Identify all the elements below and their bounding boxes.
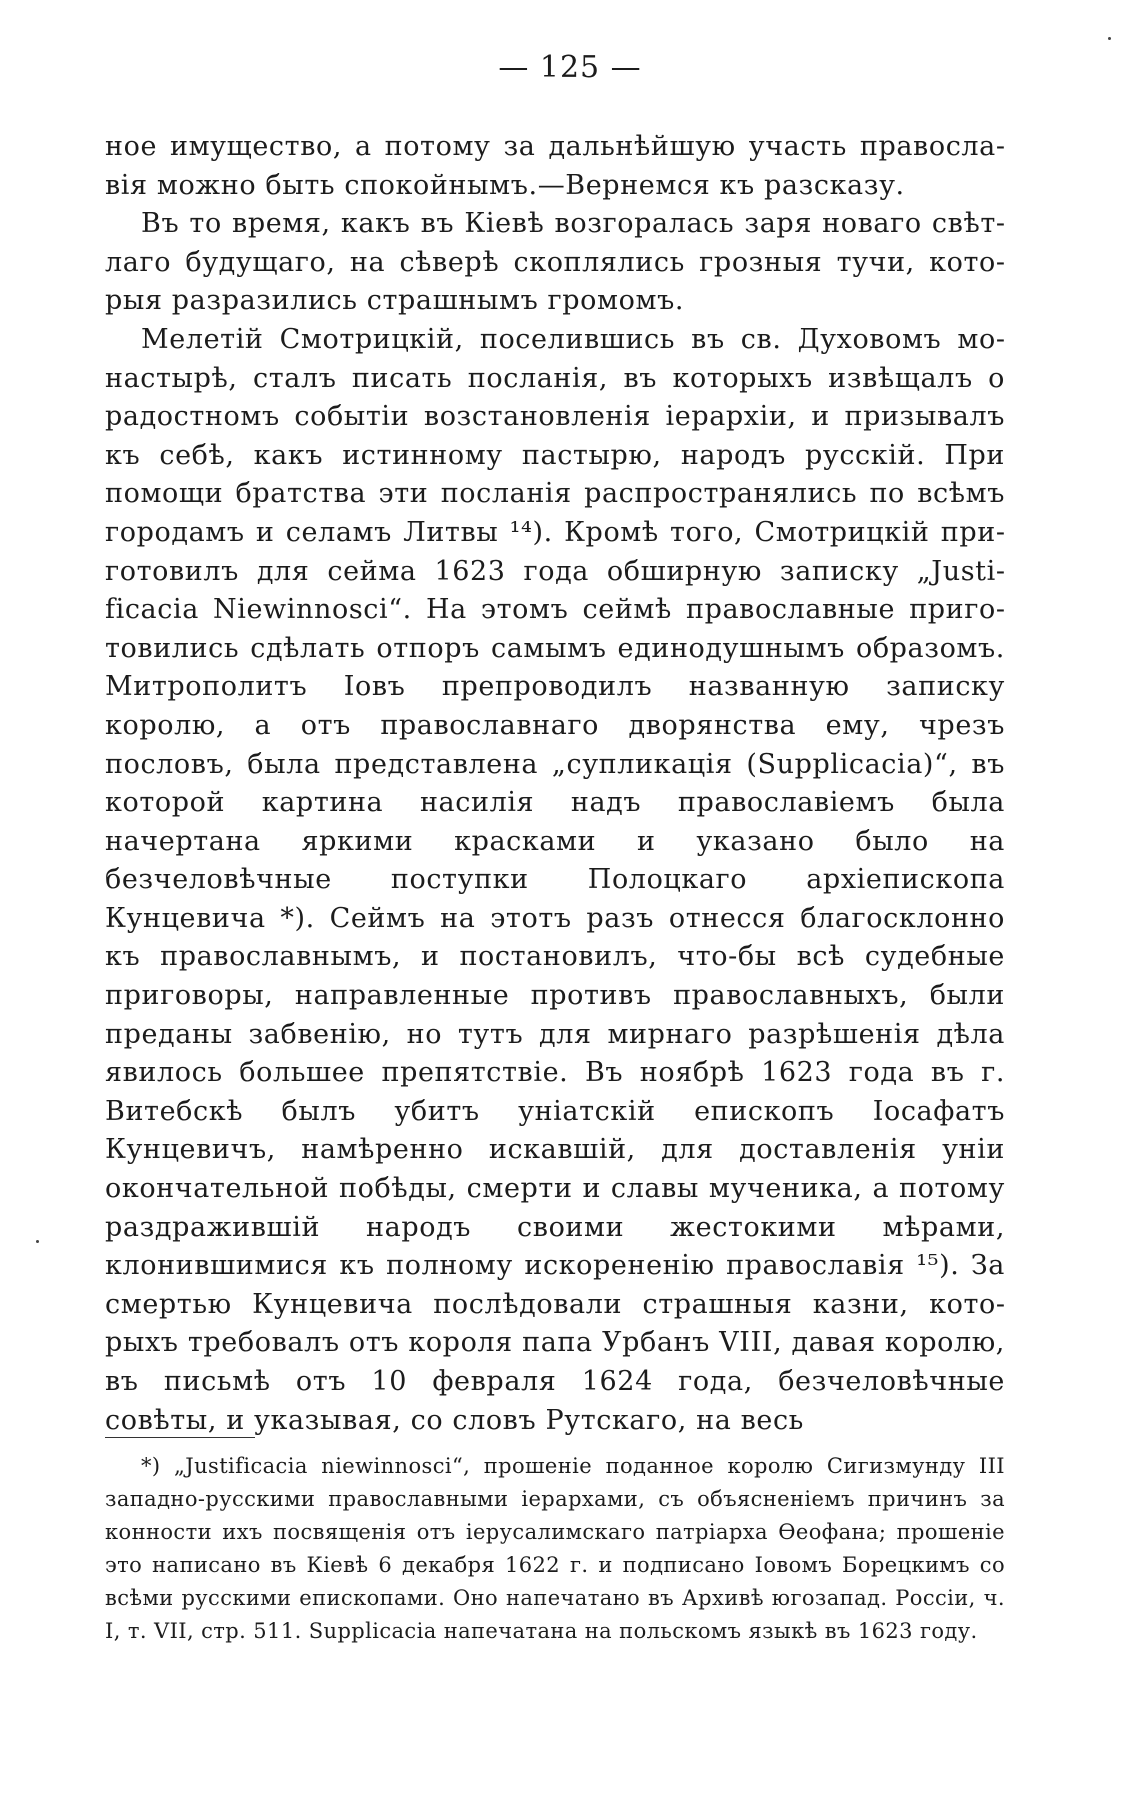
- paragraph-2: Въ то время, какъ въ Кіевѣ возгоралась заря новаго свѣтлаго будущаго, на сѣверѣ скоплялись грозныя тучи, которыя разразились страшнымъ громомъ.: [105, 208, 1005, 317]
- print-speck: [1108, 37, 1111, 40]
- page-number: — 125 —: [498, 50, 642, 85]
- footnote-divider: [105, 1437, 255, 1438]
- paragraph-1: ное имущество, а потому за дальнѣйшую участь православія можно быть спокойнымъ.—Вернемся къ разсказу.: [105, 131, 1005, 201]
- paragraph-3: Мелетій Смотрицкій, поселившись въ св. Духовомъ монастырѣ, сталъ писать посланія, въ которыхъ извѣщалъ о радостномъ событіи возстановленія іерархіи, и призывалъ къ себѣ, какъ истинному пастырю, народъ русскій. При помощи братства эти посланія распространялись по всѣмъ городамъ и селамъ Литвы ¹⁴). Кромѣ того, Смотрицкій приготовилъ для сейма 1623 года обширную записку „Justificacia Niewinnosci“. На этомъ сеймѣ православные приготовились сдѣлать отпоръ самымъ единодушнымъ образомъ. Митрополитъ Іовъ препроводилъ названную записку королю, а отъ православнаго дворянства ему, чрезъ пословъ, была представлена „супликація (Supplicacia)“, въ которой картина насилія надъ православіемъ была начертана яркими красками и указано было на безчеловѣчные поступки Полоцкаго архіепископа Кунцевича *). Сеймъ на этотъ разъ отнесся благосклонно къ православнымъ, и постановилъ, что-бы всѣ судебные приговоры, направленные противъ православныхъ, были преданы забвенію, но тутъ для мирнаго разрѣшенія дѣла явилось большее препятствіе. Въ ноябрѣ 1623 года въ г. Витебскѣ былъ убитъ уніатскій епископъ Іосафатъ Кунцевичъ, намѣренно искавшій, для доставленія уніи окончательной побѣды, смерти и славы мученика, а потому раздражившій народъ своими жестокими мѣрами, клонившимися къ полному искорененію православія ¹⁵). За смертью Кунцевича послѣдовали страшныя казни, которыхъ требовалъ отъ короля папа Урбанъ VIII, давая королю, въ письмѣ отъ 10 февраля 1624 года, безчеловѣчные совѣты, и указывая, со словъ Рутскаго, на весь: [105, 323, 1005, 1436]
- footnote: [105, 1450, 1005, 1648]
- main-text: [105, 128, 1005, 1440]
- print-speck: [36, 1240, 39, 1243]
- footnote-text: *) „Justificacia niewinnosci“, прошеніе поданное королю Сигизмунду III западно-русскими православными іерархами, съ объясненіемъ причинъ за конности ихъ посвященія отъ іерусалимскаго патріарха Өеофана; прошеніе это написано въ Кіевѣ 6 декабря 1622 г. и подписано Іовомъ Борецкимъ со всѣми русскими епископами. Оно напечатано въ Архивѣ югозапад. Россіи, ч. I, т. VII, стр. 511. Supplicacia напечатана на польскомъ языкѣ въ 1623 году.: [105, 1454, 1005, 1643]
